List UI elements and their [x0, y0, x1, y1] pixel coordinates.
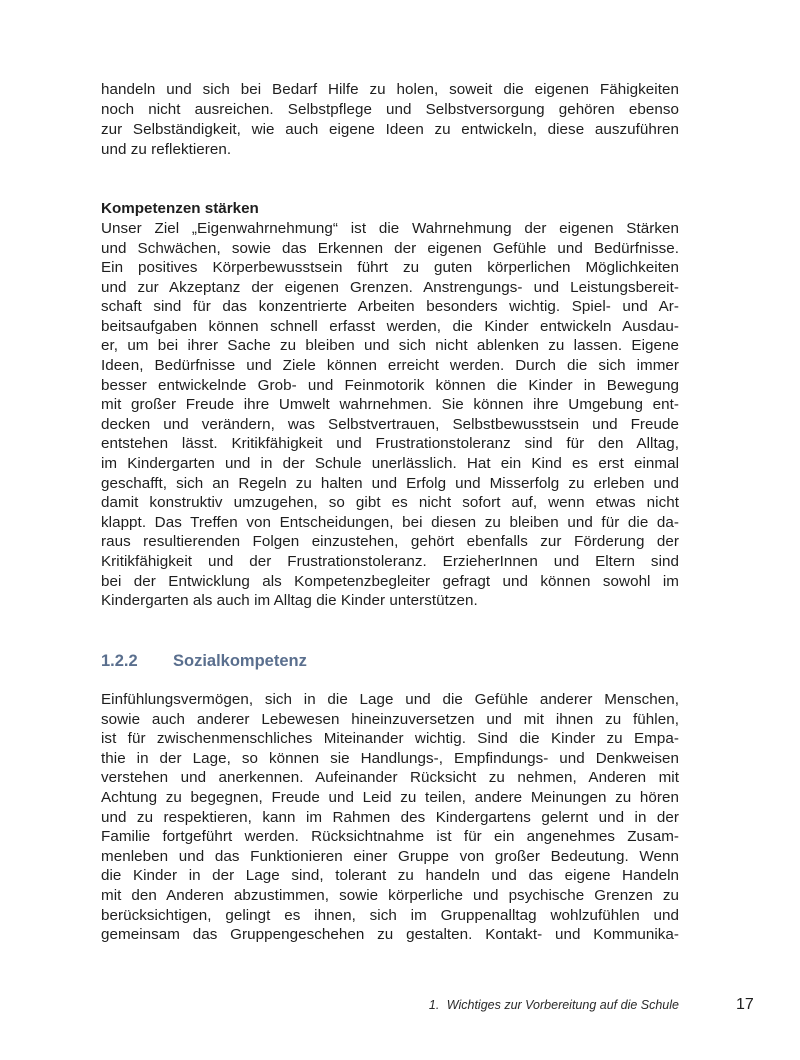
- section-title: Sozialkompetenz: [173, 652, 307, 670]
- paragraph-line: beitsaufgaben können schnell erfasst werden, die Kinder entwickeln Ausdau-: [101, 318, 679, 335]
- paragraph-line: und Schwächen, sowie das Erkennen der eigenen Gefühle und Bedürfnisse.: [101, 240, 679, 257]
- paragraph-line: im Kindergarten und in der Schule unerlässlich. Hat ein Kind es erst einmal: [101, 455, 679, 472]
- paragraph-line: entstehen lässt. Kritikfähigkeit und Frustrationstoleranz sind für den Alltag,: [101, 435, 679, 452]
- paragraph-line: damit konstruktiv umzugehen, so gibt es nicht sofort auf, wenn etwas nicht: [101, 494, 679, 511]
- paragraph-line: raus resultierenden Folgen einzustehen, gehört ebenfalls zur Förderung der: [101, 533, 679, 550]
- paragraph-line: bei der Entwicklung als Kompetenzbegleiter gefragt und können sowohl im: [101, 573, 679, 590]
- paragraph-line: handeln und sich bei Bedarf Hilfe zu holen, soweit die eigenen Fähigkeiten: [101, 81, 679, 98]
- footer-chapter-number: 1.: [428, 998, 440, 1012]
- paragraph-line: Familie fortgeführt werden. Rücksichtnahme ist für ein angenehmes Zusam-: [101, 828, 679, 845]
- paragraph-line: geschafft, sich an Regeln zu halten und Erfolg und Misserfolg zu erleben und: [101, 475, 679, 492]
- paragraph-line: er, um bei ihrer Sache zu bleiben und sich nicht ablenken zu lassen. Eigene: [101, 337, 679, 354]
- paragraph-line: noch nicht ausreichen. Selbstpflege und Selbstversorgung gehören ebenso: [101, 101, 679, 118]
- paragraph-line: sowie auch anderer Lebewesen hineinzuversetzen und mit ihnen zu fühlen,: [101, 711, 679, 728]
- subheading-kompetenzen: Kompetenzen stärken: [101, 200, 259, 217]
- paragraph-line: besser entwickelnde Grob- und Feinmotorik können die Kinder in Bewegung: [101, 377, 679, 394]
- section-number: 1.2.2: [101, 652, 138, 670]
- paragraph-line: Einfühlungsvermögen, sich in die Lage und die Gefühle anderer Menschen,: [101, 691, 679, 708]
- paragraph-line: Unser Ziel „Eigenwahrnehmung“ ist die Wahrnehmung der eigenen Stärken: [101, 220, 679, 237]
- running-footer: [429, 996, 679, 1014]
- paragraph-line: schaft sind für das konzentrierte Arbeiten besonders wichtig. Spiel- und Ar-: [101, 298, 679, 315]
- paragraph-line: Kritikfähigkeit und der Frustrationstoleranz. ErzieherInnen und Eltern sind: [101, 553, 679, 570]
- paragraph-line: ist für zwischenmenschliches Miteinander wichtig. Sind die Kinder zu Empa-: [101, 730, 679, 747]
- paragraph-line: Achtung zu begegnen, Freude und Leid zu teilen, andere Meinungen zu hören: [101, 789, 679, 806]
- paragraph-line: Ein positives Körperbewusstsein führt zu guten körperlichen Möglichkeiten: [101, 259, 679, 276]
- paragraph-line: menleben und das Funktionieren einer Gruppe von großer Bedeutung. Wenn: [101, 848, 679, 865]
- paragraph-line: die Kinder in der Lage sind, tolerant zu handeln und das eigene Handeln: [101, 867, 679, 884]
- section-heading: [101, 650, 307, 672]
- paragraph-line: decken und verändern, was Selbstvertrauen, Selbstbewusstsein und Freude: [101, 416, 679, 433]
- paragraph-line: Ideen, Bedürfnisse und Ziele können erreicht werden. Durch die sich immer: [101, 357, 679, 374]
- paragraph-line: und zu respektieren, kann im Rahmen des Kindergartens gelernt und in der: [101, 809, 679, 826]
- paragraph-line: und zu reflektieren.: [101, 141, 232, 158]
- paragraph-line: Kindergarten als auch im Alltag die Kinder unterstützen.: [101, 592, 478, 609]
- paragraph-line: zur Selbständigkeit, wie auch eigene Ideen zu entwickeln, diese auszuführen: [101, 121, 679, 138]
- paragraph-line: klappt. Das Treffen von Entscheidungen, bei diesen zu bleiben und für die da-: [101, 514, 679, 531]
- paragraph-line: gemeinsam das Gruppengeschehen zu gestalten. Kontakt- und Kommunika-: [101, 926, 679, 943]
- paragraph-line: verstehen und anerkennen. Aufeinander Rücksicht zu nehmen, Anderen mit: [101, 769, 679, 786]
- paragraph-line: und zur Akzeptanz der eigenen Grenzen. Anstrengungs- und Leistungsbereit-: [101, 279, 679, 296]
- paragraph-line: mit großer Freude ihre Umwelt wahrnehmen. Sie können ihre Umgebung ent-: [101, 396, 679, 413]
- footer-chapter-title: Wichtiges zur Vorbereitung auf die Schule: [446, 998, 679, 1012]
- paragraph-line: berücksichtigen, gelingt es ihnen, sich im Gruppenalltag wohlzufühlen und: [101, 907, 679, 924]
- paragraph-line: mit den Anderen abzustimmen, sowie körperliche und psychische Grenzen zu: [101, 887, 679, 904]
- page-number: 17: [736, 996, 754, 1013]
- paragraph-line: thie in der Lage, so können sie Handlungs-, Empfindungs- und Denkweisen: [101, 750, 679, 767]
